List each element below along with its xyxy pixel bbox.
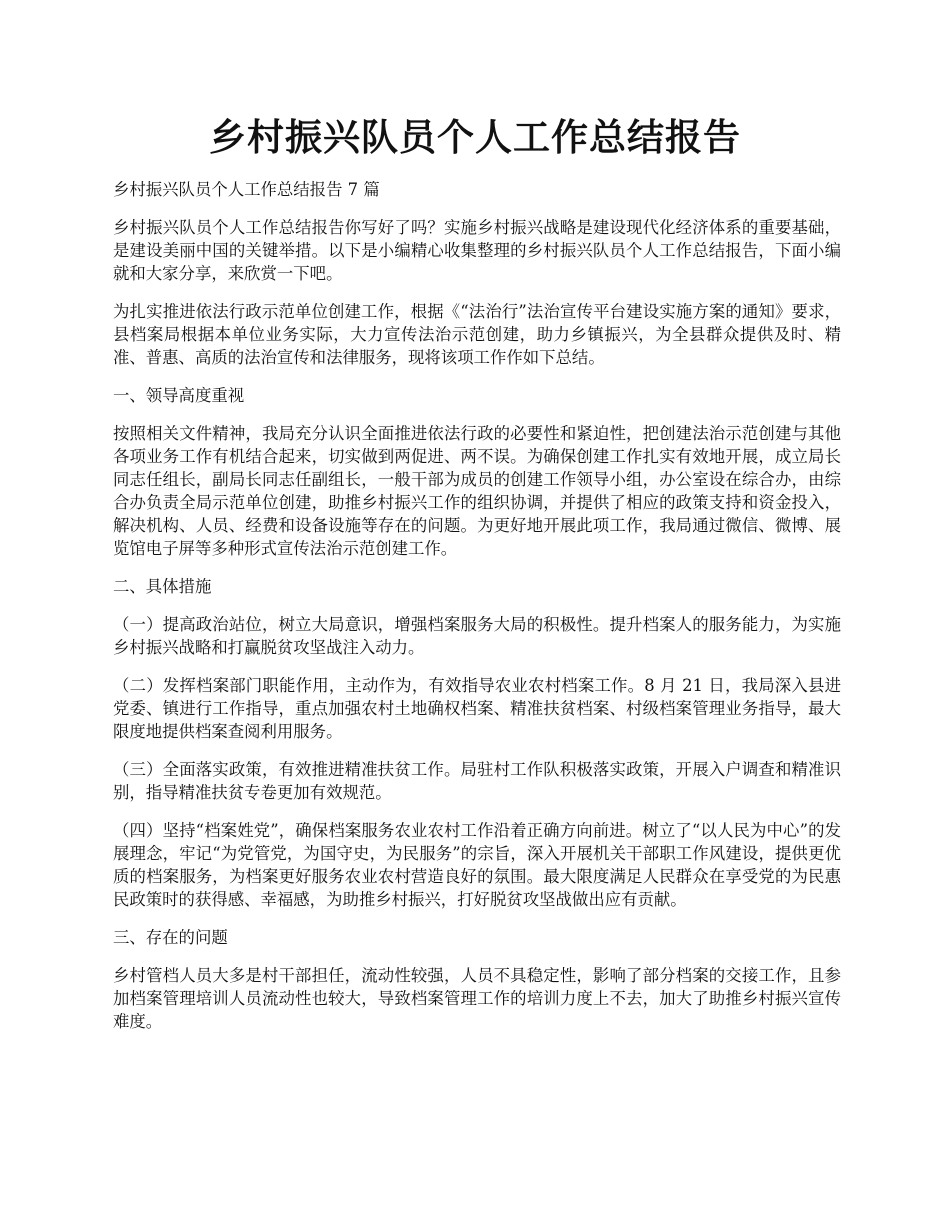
problems-paragraph: 乡村管档人员大多是村干部担任，流动性较强，人员不具稳定性，影响了部分档案的交接工作，且参加档案管理培训人员流动性也较大，导致档案管理工作的培训力度上不去，加大了助推乡村振兴宣传难度。 xyxy=(113,966,841,1031)
section-heading-problems: 三、存在的问题 xyxy=(113,928,228,947)
opening-paragraph: 为扎实推进依法行政示范单位创建工作，根据《“法治行”法治宣传平台建设实施方案的通知》要求，县档案局根据本单位业务实际，大力宣传法治示范创建，助力乡镇振兴，为全县群众提供及时、精准、普惠、高质的法治宣传和法律服务，现将该项工作作如下总结。 xyxy=(113,302,841,367)
measure-paragraph-1: （一）提高政治站位，树立大局意识，增强档案服务大局的积极性。提升档案人的服务能力，为实施乡村振兴战略和打赢脱贫攻坚战注入动力。 xyxy=(113,615,841,657)
intro-paragraph: 乡村振兴队员个人工作总结报告你写好了吗？实施乡村振兴战略是建设现代化经济体系的重要基础，是建设美丽中国的关键举措。以下是小编精心收集整理的乡村振兴队员个人工作总结报告，下面小编就和大家分享，来欣赏一下吧。 xyxy=(113,218,841,283)
measure-paragraph-3: （三）全面落实政策，有效推进精准扶贫工作。局驻村工作队积极落实政策，开展入户调查和精准识别，指导精准扶贫专卷更加有效规范。 xyxy=(113,760,841,802)
section-heading-measures: 二、具体措施 xyxy=(113,577,212,596)
document-body xyxy=(113,178,841,1048)
measure-paragraph-2: （二）发挥档案部门职能作用，主动作为，有效指导农业农村档案工作。8 月 21 日，我局深入县进党委、镇进行工作指导，重点加强农村土地确权档案、精准扶贫档案、村级档案管理业务指导，最大限度地提供档案查阅利用服务。 xyxy=(113,676,841,741)
document-subtitle: 乡村振兴队员个人工作总结报告 7 篇 xyxy=(113,180,380,199)
measure-paragraph-4: （四）坚持“档案姓党”，确保档案服务农业农村工作沿着正确方向前进。树立了“以人民为中心”的发展理念，牢记“为党管党，为国守史，为民服务”的宗旨，深入开展机关干部职工作风建设，提供更优质的档案服务，为档案更好服务农业农村营造良好的氛围。最大限度满足人民群众在享受党的为民惠民政策时的获得感、幸福感，为助推乡村振兴，打好脱贫攻坚战做出应有贡献。 xyxy=(113,821,841,909)
leadership-paragraph: 按照相关文件精神，我局充分认识全面推进依法行政的必要性和紧迫性，把创建法治示范创建与其他各项业务工作有机结合起来，切实做到两促进、两不误。为确保创建工作扎实有效地开展，成立局长同志任组长，副局长同志任副组长，一般干部为成员的创建工作领导小组，办公室设在综合办，由综合办负责全局示范单位创建，助推乡村振兴工作的组织协调，并提供了相应的政策支持和资金投入，解决机构、人员、经费和设备设施等存在的问题。为更好地开展此项工作，我局通过微信、微博、展览馆电子屏等多种形式宣传法治示范创建工作。 xyxy=(113,424,841,558)
document-title: 乡村振兴队员个人工作总结报告 xyxy=(209,115,741,159)
section-heading-leadership: 一、领导高度重视 xyxy=(113,386,245,405)
